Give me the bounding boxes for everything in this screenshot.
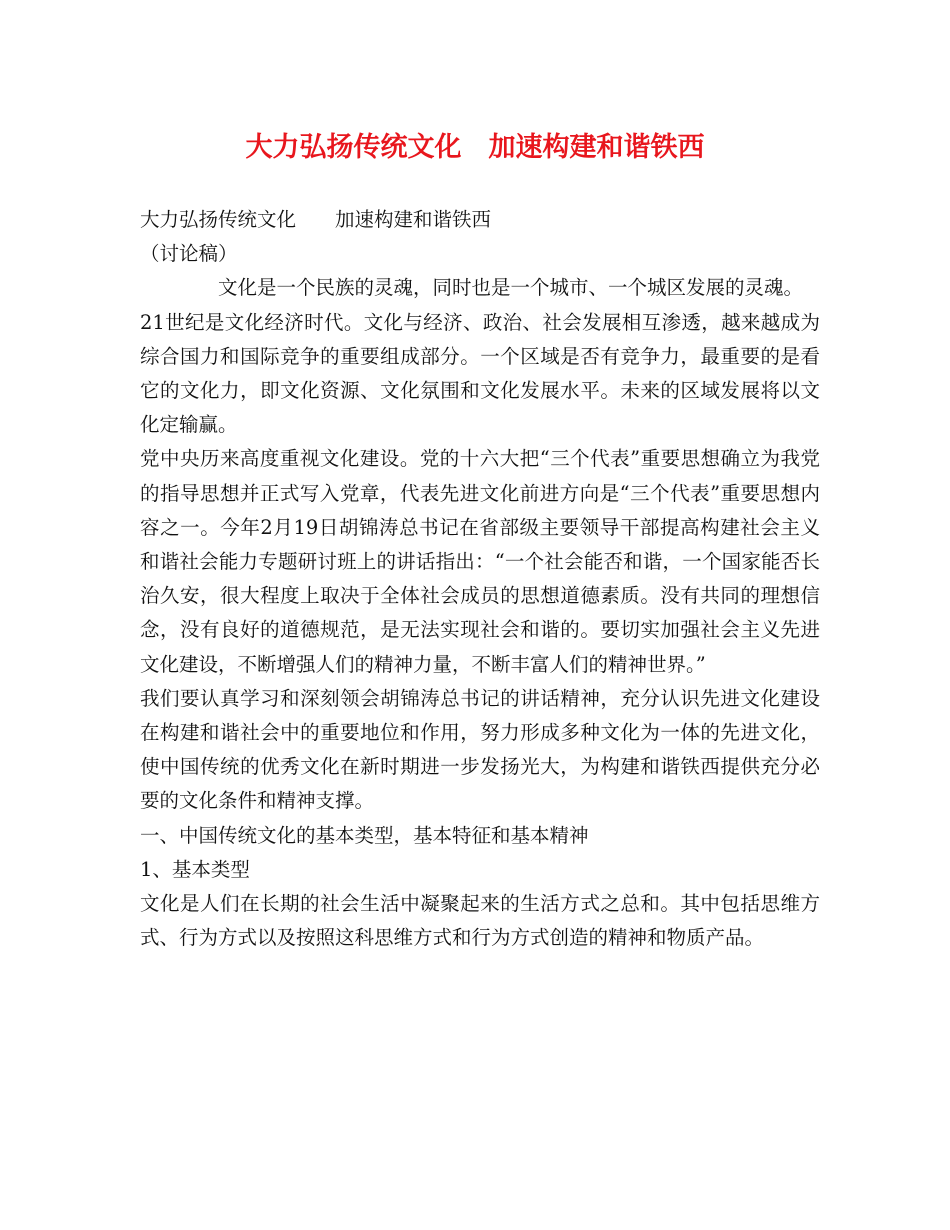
paragraph-study-speech: 我们要认真学习和深刻领会胡锦涛总书记的讲话精神，充分认识先进文化建设在构建和谐社会中的重要地位和作用，努力形成多种文化为一体的先进文化，使中国传统的优秀文化在新时期进一步发扬光大，为构建和谐铁西提供充分必要的文化条件和精神支撑。 [140,686,820,813]
document-body [140,203,820,955]
paragraph-culture-economy: 21世纪是文化经济时代。文化与经济、政治、社会发展相互渗透，越来越成为综合国力和国际竞争的重要组成部分。一个区域是否有竞争力，最重要的是看它的文化力，即文化资源、文化氛围和文化发展水平。未来的区域发展将以文化定输赢。 [140,310,820,437]
paragraph-intro: 文化是一个民族的灵魂，同时也是一个城市、一个城区发展的灵魂。 [218,276,804,300]
paragraph-party-culture: 党中央历来高度重视文化建设。党的十六大把“三个代表”重要思想确立为我党的指导思想并正式写入党章，代表先进文化前进方向是“三个代表”重要思想内容之一。今年2月19日胡锦涛总书记在省部级主要领导干部提高构建社会主义和谐社会能力专题研讨班上的讲话指出：“一个社会能否和谐，一个国家能否长治久安，很大程度上取决于全体社会成员的思想道德素质。没有共同的理想信念，没有良好的道德规范，是无法实现社会和谐的。要切实加强社会主义先进文化建设，不断增强人们的精神力量，不断丰富人们的精神世界。” [140,447,820,676]
document-subtitle: 大力弘扬传统文化 加速构建和谐铁西 [140,208,492,231]
paragraph-culture-definition: 文化是人们在长期的社会生活中凝聚起来的生活方式之总和。其中包括思维方式、行为方式以及按照这科思维方式和行为方式创造的精神和物质产品。 [140,892,820,950]
section-heading: 一、中国传统文化的基本类型，基本特征和基本精神 [140,823,589,847]
document-title: 大力弘扬传统文化 加速构建和谐铁西 [245,132,705,163]
document-note: （讨论稿） [140,242,238,266]
subsection-heading: 1、基本类型 [140,857,250,881]
